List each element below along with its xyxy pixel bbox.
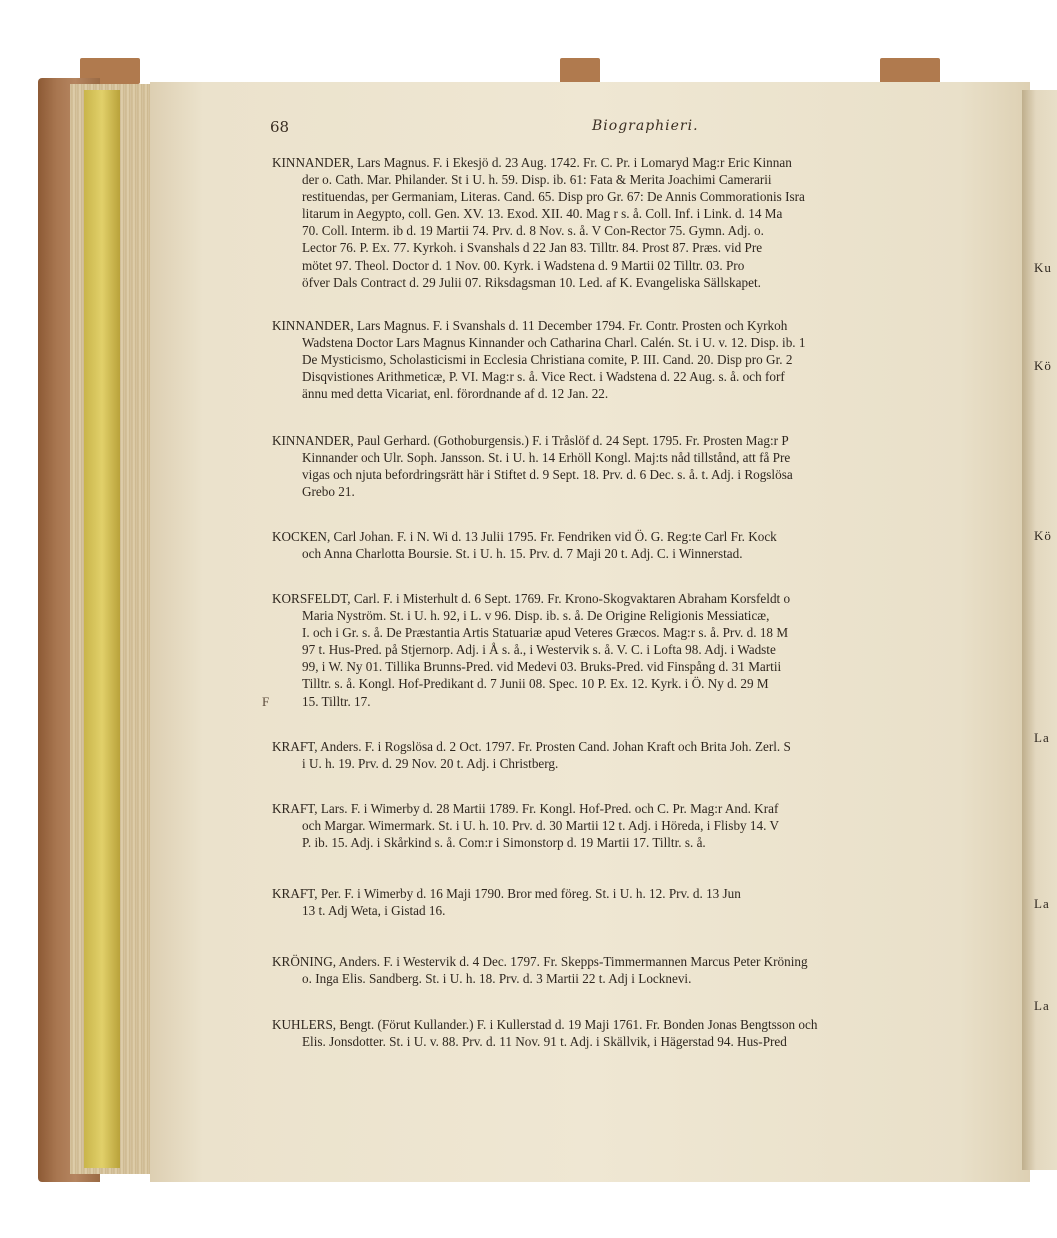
entry-line: litarum in Aegypto, coll. Gen. XV. 13. Exod. XII. 40. Mag r s. å. Coll. Inf. i Link. d. 14 Ma xyxy=(302,206,783,222)
next-page-word: La xyxy=(1034,730,1050,745)
entry-line: öfver Dals Contract d. 29 Julii 07. Riksdagsman 10. Led. af K. Evangeliska Sällskapet. xyxy=(302,274,761,290)
entry-line: Kinnander och Ulr. Soph. Jansson. St. i U. h. 14 Erhöll Kongl. Maj:ts nåd tillstånd, att få Pre xyxy=(302,450,791,466)
entry-line: KINNANDER, Paul Gerhard. (Gothoburgensis.) F. i Tråslöf d. 24 Sept. 1795. Fr. Prosten Mag:r P xyxy=(272,433,789,448)
entry-line: 15. Tilltr. 17. xyxy=(302,693,371,709)
entry-line: De Mysticismo, Scholasticismi in Ecclesia Christiana comite, P. III. Cand. 20. Disp pro Gr. 2 xyxy=(302,352,793,368)
entry-line: vigas och njuta befordringsrätt här i Stiftet d. 9 Sept. 18. Prv. d. 6 Dec. s. å. t. Adj. i Rogslösa xyxy=(302,467,793,483)
entry-line: och Anna Charlotta Boursie. St. i U. h. 15. Prv. d. 7 Maji 20 t. Adj. C. i Winnerstad. xyxy=(302,546,743,562)
entry-kinnander-paul-gerhard xyxy=(272,432,1022,500)
page-title: Biographieri. xyxy=(592,118,699,134)
entry-line: Disqvistiones Arithmeticæ, P. VI. Mag:r s. å. Vice Rect. i Wadstena d. 22 Aug. s. å. och forf xyxy=(302,369,785,385)
entry-kuhlers-bengt xyxy=(272,1016,1022,1050)
entry-line: 99, i W. Ny 01. Tillika Brunns-Pred. vid Medevi 03. Bruks-Pred. vid Finspång d. 31 Martii xyxy=(302,659,782,675)
entry-line: o. Inga Elis. Sandberg. St. i U. h. 18. Prv. d. 3 Martii 22 t. Adj i Locknevi. xyxy=(302,971,692,987)
entry-line: i U. h. 19. Prv. d. 29 Nov. 20 t. Adj. i Christberg. xyxy=(302,756,559,772)
entry-line: KOCKEN, Carl Johan. F. i N. Wi d. 13 Julii 1795. Fr. Fendriken vid Ö. G. Reg:te Carl Fr. Kock xyxy=(272,529,777,544)
next-page-word: La xyxy=(1034,896,1050,911)
entry-kocken-carl-johan xyxy=(272,528,1022,562)
entry-kraft-per xyxy=(272,885,1022,919)
entry-line: I. och i Gr. s. å. De Præstantia Artis Statuariæ apud Veteres Græcos. Mag:r s. å. Prv. d. 18 M xyxy=(302,625,789,641)
entry-line: KINNANDER, Lars Magnus. F. i Svanshals d. 11 December 1794. Fr. Contr. Prosten och Kyrkoh xyxy=(272,318,788,333)
entry-line: och Margar. Wimermark. St. i U. h. 10. Prv. d. 30 Martii 12 t. Adj. i Höreda, i Flisby 14. V xyxy=(302,818,779,834)
next-page-word: Kö xyxy=(1034,358,1052,373)
entry-line: KRAFT, Per. F. i Wimerby d. 16 Maji 1790. Bror med föreg. St. i U. h. 12. Prv. d. 13 Jun xyxy=(272,886,741,901)
page-number: 68 xyxy=(270,118,290,136)
entry-kinnander-lars-magnus-1742 xyxy=(272,154,1022,291)
gilt-edge xyxy=(84,90,120,1168)
next-page-word: La xyxy=(1034,998,1050,1013)
entry-line: KINNANDER, Lars Magnus. F. i Ekesjö d. 23 Aug. 1742. Fr. C. Pr. i Lomaryd Mag:r Eric Kinnan xyxy=(272,155,792,170)
entry-line: 13 t. Adj Weta, i Gistad 16. xyxy=(302,903,446,919)
entry-line: Wadstena Doctor Lars Magnus Kinnander och Catharina Charl. Calén. St. i U. v. 12. Disp. ib. 1 xyxy=(302,335,806,351)
entry-line: restituendas, per Germaniam, Literas. Cand. 65. Disp pro Gr. 67: De Annis Commorationis Isra xyxy=(302,189,805,205)
margin-mark: F xyxy=(262,694,270,709)
entry-line: KORSFELDT, Carl. F. i Misterhult d. 6 Sept. 1769. Fr. Krono-Skogvaktaren Abraham Korsfeldt o xyxy=(272,591,791,606)
entry-line: KRAFT, Lars. F. i Wimerby d. 28 Martii 1789. Fr. Kongl. Hof-Pred. och C. Pr. Mag:r And. Kraf xyxy=(272,801,779,816)
next-page-word: Ku xyxy=(1034,260,1052,275)
entry-line: 97 t. Hus-Pred. på Stjernorp. Adj. i Å s. å., i Westervik s. å. V. C. i Lofta 98. Adj. i Wadste xyxy=(302,642,776,658)
entry-kinnander-lars-magnus-1794 xyxy=(272,317,1022,402)
running-head xyxy=(0,118,1057,140)
entry-line: KRÖNING, Anders. F. i Westervik d. 4 Dec. 1797. Fr. Skepps-Timmermannen Marcus Peter Kröning xyxy=(272,954,808,969)
entry-line: Maria Nyström. St. i U. h. 92, i L. v 96. Disp. ib. s. å. De Origine Religionis Messiaticæ, xyxy=(302,608,770,624)
entry-kroning-anders xyxy=(272,953,1022,987)
entry-line: Elis. Jonsdotter. St. i U. v. 88. Prv. d. 11 Nov. 91 t. Adj. i Skällvik, i Hägerstad 94. Hus-Pred xyxy=(302,1034,787,1050)
entry-line: KRAFT, Anders. F. i Rogslösa d. 2 Oct. 1797. Fr. Prosten Cand. Johan Kraft och Brita Joh. Zerl. S xyxy=(272,739,791,754)
binding-tab-right xyxy=(880,58,940,84)
entry-line: Tilltr. s. å. Kongl. Hof-Predikant d. 7 Junii 08. Spec. 10 P. Ex. 12. Kyrk. i Ö. Ny d. 29 M xyxy=(302,676,769,692)
next-page-word: Kö xyxy=(1034,528,1052,543)
binding-tab-mid xyxy=(560,58,600,84)
entry-line: mötet 97. Theol. Doctor d. 1 Nov. 00. Kyrk. i Wadstena d. 9 Martii 02 Tilltr. 03. Pro xyxy=(302,257,745,273)
entry-kraft-anders xyxy=(272,738,1022,772)
entry-line: KUHLERS, Bengt. (Förut Kullander.) F. i Kullerstad d. 19 Maji 1761. Fr. Bonden Jonas Bengtsson och xyxy=(272,1017,818,1032)
entry-line: Lector 76. P. Ex. 77. Kyrkoh. i Svanshals d 22 Jan 83. Tilltr. 84. Prost 87. Præs. vid Pre xyxy=(302,240,763,256)
entry-line: P. ib. 15. Adj. i Skårkind s. å. Com:r i Simonstorp d. 19 Martii 17. Tilltr. s. å. xyxy=(302,835,706,851)
entry-line: 70. Coll. Interm. ib d. 19 Martii 74. Prv. d. 8 Nov. s. å. V Con-Rector 75. Gymn. Adj. o. xyxy=(302,223,764,239)
entry-line: der o. Cath. Mar. Philander. St i U. h. 59. Disp. ib. 61: Fata & Merita Joachimi Camerarii xyxy=(302,172,772,188)
entry-line: ännu med detta Vicariat, enl. förordnande af d. 12 Jan. 22. xyxy=(302,386,609,402)
entry-kraft-lars xyxy=(272,800,1022,851)
entry-line: Grebo 21. xyxy=(302,484,355,500)
entry-korsfeldt-carl xyxy=(272,590,1022,710)
